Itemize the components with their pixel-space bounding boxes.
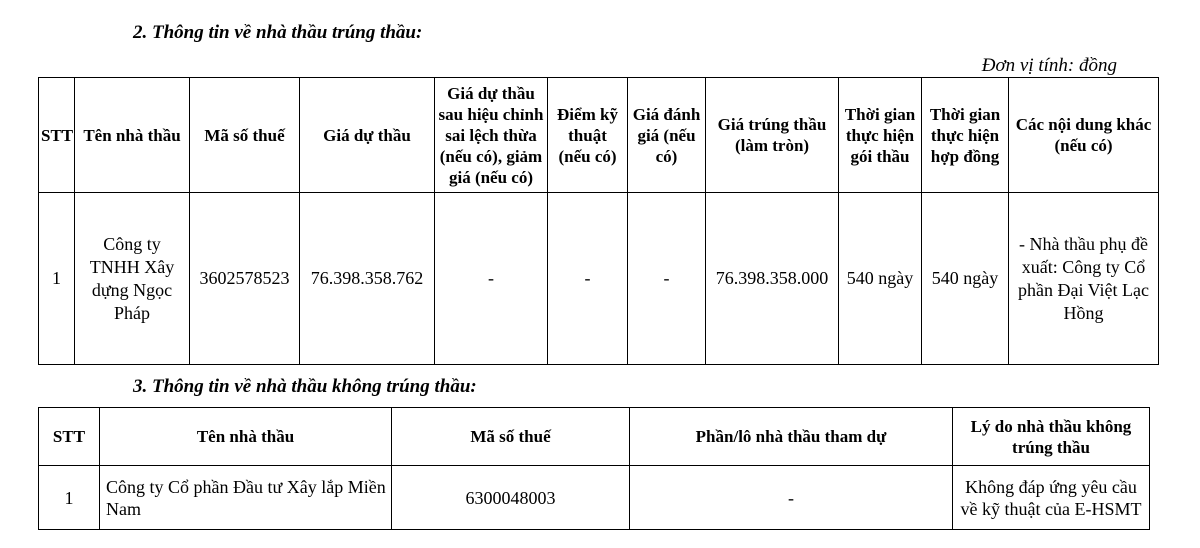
- cell-lot: -: [630, 466, 953, 530]
- cell-stt: 1: [39, 466, 100, 530]
- cell-tax-code: 6300048003: [392, 466, 630, 530]
- cell-package-duration: 540 ngày: [839, 193, 922, 365]
- cell-winning-price: 76.398.358.000: [706, 193, 839, 365]
- col-technical-score: Điểm kỹ thuật (nếu có): [548, 78, 628, 193]
- col-tax-code: Mã số thuế: [190, 78, 300, 193]
- losing-bidder-table: [38, 407, 1150, 530]
- cell-bidder-name: Công ty Cổ phần Đầu tư Xây lắp Miền Nam: [100, 466, 392, 530]
- table-header-row: [39, 408, 1150, 466]
- unit-label: Đơn vị tính: đồng: [981, 55, 1117, 76]
- col-evaluated-price: Giá đánh giá (nếu có): [628, 78, 706, 193]
- cell-bidder-name: Công ty TNHH Xây dựng Ngọc Pháp: [75, 193, 190, 365]
- table-row: [39, 466, 1150, 530]
- cell-reason: Không đáp ứng yêu cầu về kỹ thuật của E-HSMT: [953, 466, 1150, 530]
- section-3-title: 3. Thông tin về nhà thầu không trúng thầu:: [133, 376, 477, 397]
- col-other-content: Các nội dung khác (nếu có): [1009, 78, 1159, 193]
- cell-evaluated-price: -: [628, 193, 706, 365]
- col-adjusted-price: Giá dự thầu sau hiệu chỉnh sai lệch thừa (nếu có), giảm giá (nếu có): [435, 78, 548, 193]
- col-contract-duration: Thời gian thực hiện hợp đồng: [922, 78, 1009, 193]
- cell-stt: 1: [39, 193, 75, 365]
- table-header-row: [39, 78, 1159, 193]
- col-bid-price: Giá dự thầu: [300, 78, 435, 193]
- col-bidder-name: Tên nhà thầu: [100, 408, 392, 466]
- winning-bidder-table: [38, 77, 1159, 365]
- col-winning-price: Giá trúng thầu (làm tròn): [706, 78, 839, 193]
- cell-technical-score: -: [548, 193, 628, 365]
- cell-contract-duration: 540 ngày: [922, 193, 1009, 365]
- table-row: [39, 193, 1159, 365]
- cell-tax-code: 3602578523: [190, 193, 300, 365]
- col-package-duration: Thời gian thực hiện gói thầu: [839, 78, 922, 193]
- col-stt: STT: [39, 408, 100, 466]
- col-reason: Lý do nhà thầu không trúng thầu: [953, 408, 1150, 466]
- col-bidder-name: Tên nhà thầu: [75, 78, 190, 193]
- section-2-title: 2. Thông tin về nhà thầu trúng thầu:: [133, 22, 423, 43]
- cell-bid-price: 76.398.358.762: [300, 193, 435, 365]
- col-lot: Phần/lô nhà thầu tham dự: [630, 408, 953, 466]
- col-stt: STT: [39, 78, 75, 193]
- cell-adjusted-price: -: [435, 193, 548, 365]
- col-tax-code: Mã số thuế: [392, 408, 630, 466]
- cell-other-content: - Nhà thầu phụ đề xuất: Công ty Cổ phần Đại Việt Lạc Hồng: [1009, 193, 1159, 365]
